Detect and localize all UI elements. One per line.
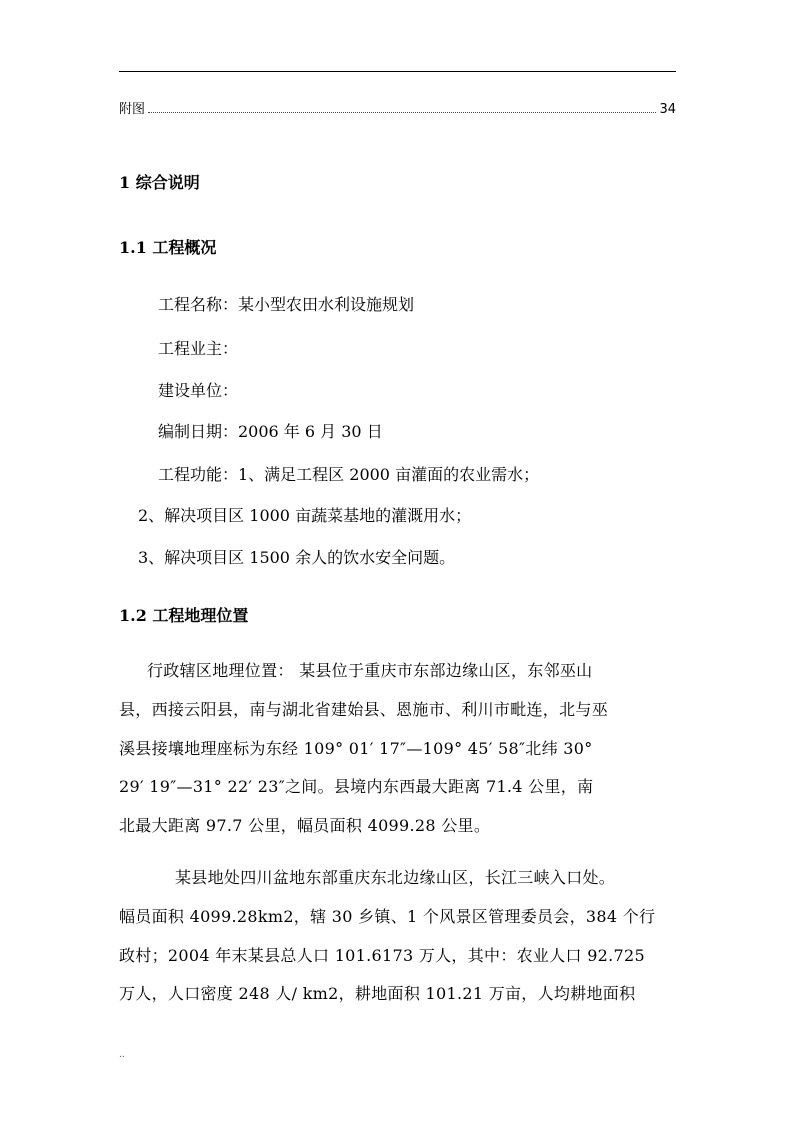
para1-line-2: 县，西接云阳县，南与湖北省建始县、恩施市、利川市毗连，北与巫 (119, 699, 609, 719)
compile-date-line: 编制日期：2006 年 6 月 30 日 (158, 422, 383, 441)
para2-line-1: 某县地处四川盆地东部重庆东北边缘山区，长江三峡入口处。 (175, 868, 616, 887)
construction-unit-line: 建设单位： (158, 381, 239, 400)
section-heading-1: 1 综合说明 (119, 173, 200, 192)
para1-line-4: 29′ 19″—31° 22′ 23″之间。县境内东西最大距离 71.4 公里，南 (119, 777, 594, 797)
section-heading-1-1: 1.1 工程概况 (119, 238, 217, 257)
function-line-1: 工程功能：1、满足工程区 2000 亩灌面的农业需水； (158, 465, 540, 484)
function-line-2: 2、解决项目区 1000 亩蔬菜基地的灌溉用水； (138, 506, 472, 525)
header-rule (119, 71, 676, 72)
toc-page-number: 34 (659, 102, 676, 117)
project-owner-line: 工程业主： (158, 339, 239, 358)
para1-line-1: 行政辖区地理位置： 某县位于重庆市东部边缘山区，东邻巫山 (147, 661, 593, 680)
footer-mark: .. (119, 1050, 125, 1060)
function-line-3: 3、解决项目区 1500 余人的饮水安全问题。 (138, 548, 456, 567)
toc-leader-dots (148, 111, 656, 113)
toc-entry[interactable] (119, 97, 676, 117)
para2-line-2: 幅员面积 4099.28km2，辖 30 乡镇、1 个风景区管理委员会，384 个行 (119, 906, 656, 926)
para1-line-5: 北最大距离 97.7 公里，幅员面积 4099.28 公里。 (119, 816, 491, 836)
section-heading-1-2: 1.2 工程地理位置 (119, 606, 249, 625)
toc-label: 附图 (119, 102, 146, 117)
para2-line-4: 万人，人口密度 248 人/ km2，耕地面积 101.21 万亩，人均耕地面积 (119, 984, 636, 1004)
project-name-line: 工程名称：某小型农田水利设施规划 (158, 295, 415, 314)
para2-line-3: 政村；2004 年末某县总人口 101.6173 万人，其中：农业人口 92.725 (119, 945, 645, 965)
para1-line-3: 溪县接壤地理座标为东经 109° 01′ 17″—109° 45′ 58″北纬 30° (119, 738, 593, 758)
paragraph-overview (119, 859, 679, 1014)
paragraph-location (119, 652, 679, 846)
